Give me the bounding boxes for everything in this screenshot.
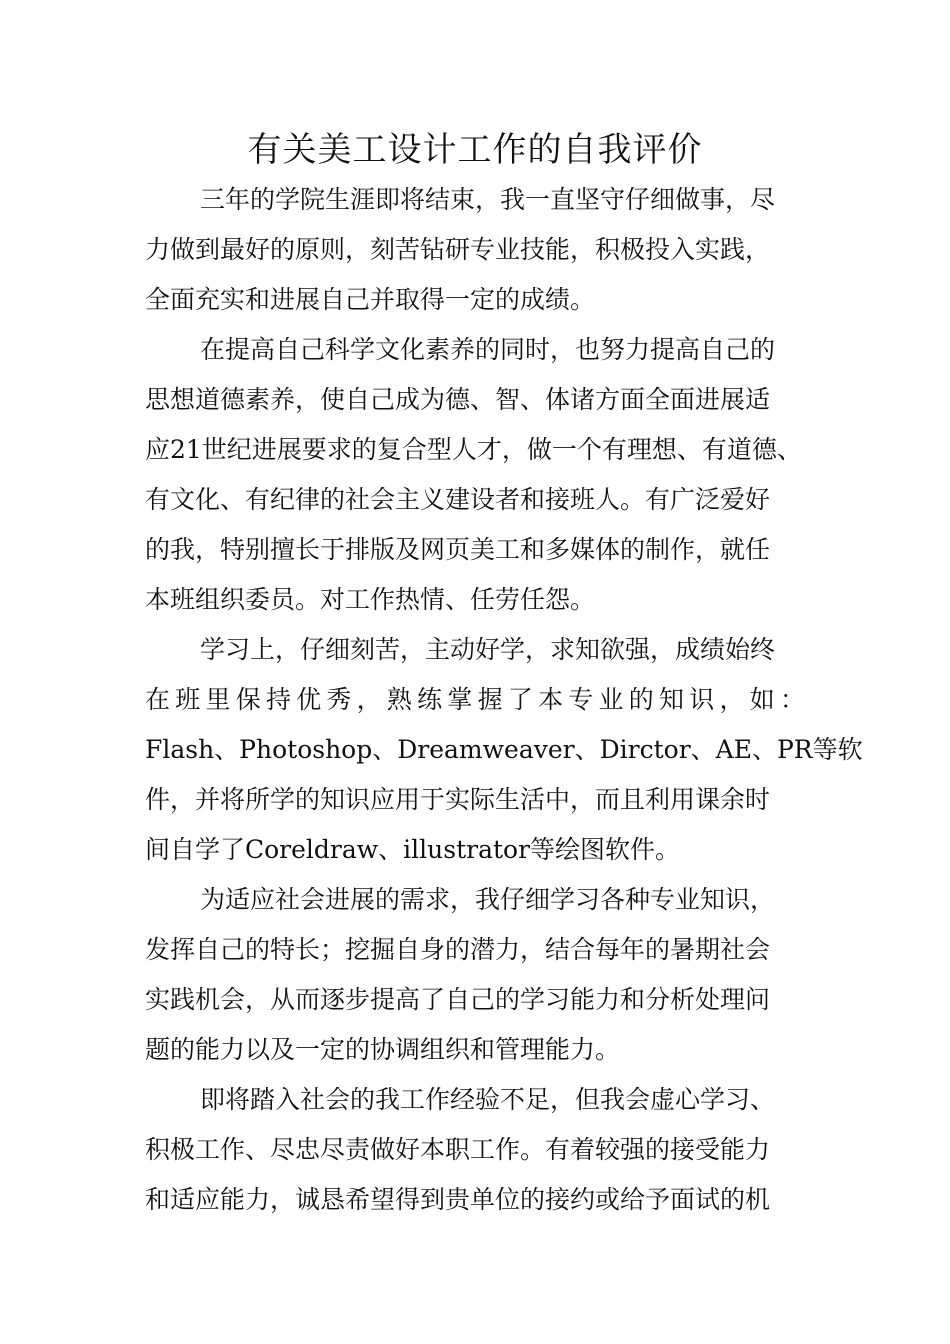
paragraph-2-line-1: 在提高自己科学文化素养的同时，也努力提高自己的 [200,335,776,364]
paragraph-3-line-1: 学习上，仔细刻苦，主动好学，求知欲强，成绩始终 [200,635,776,664]
paragraph-3-line-3: Flash、Photoshop、Dreamweaver、Dirctor、AE、PR等软 [145,735,863,764]
paragraph-2-line-4: 有文化、有纪律的社会主义建设者和接班人。有广泛爱好 [145,485,771,514]
paragraph-3-line-5: 间自学了Coreldraw、illustrator等绘图软件。 [145,835,681,864]
paragraph-3-line-2: 在班里保持优秀，熟练掌握了本专业的知识，如： [145,685,805,714]
paragraph-5-line-3: 和适应能力，诚恳希望得到贵单位的接约或给予面试的机 [145,1185,771,1214]
paragraph-2-line-2: 思想道德素养，使自己成为德、智、体诸方面全面进展适 [145,385,771,414]
paragraph-1-line-3: 全面充实和进展自己并取得一定的成绩。 [145,285,596,314]
paragraph-5-line-2: 积极工作、尽忠尽责做好本职工作。有着较强的接受能力 [145,1135,771,1164]
document-title: 有关美工设计工作的自我评价 [247,130,703,170]
paragraph-5-line-1: 即将踏入社会的我工作经验不足，但我会虚心学习、 [200,1085,776,1114]
paragraph-4-line-3: 实践机会，从而逐步提高了自己的学习能力和分析处理问 [145,985,771,1014]
paragraph-2-line-3: 应21世纪进展要求的复合型人才，做一个有理想、有道德、 [145,435,802,464]
paragraph-4-line-4: 题的能力以及一定的协调组织和管理能力。 [145,1035,621,1064]
paragraph-4-line-1: 为适应社会进展的需求，我仔细学习各种专业知识， [200,885,776,914]
paragraph-2-line-5: 的我，特别擅长于排版及网页美工和多媒体的制作，就任 [145,535,771,564]
paragraph-2-line-6: 本班组织委员。对工作热情、任劳任怨。 [145,585,596,614]
paragraph-4-line-2: 发挥自己的特长；挖掘自身的潜力，结合每年的暑期社会 [145,935,771,964]
paragraph-1-line-1: 三年的学院生涯即将结束，我一直坚守仔细做事，尽 [200,185,776,214]
paragraph-3-line-4: 件，并将所学的知识应用于实际生活中，而且利用课余时 [145,785,771,814]
paragraph-1-line-2: 力做到最好的原则，刻苦钻研专业技能，积极投入实践， [145,235,771,264]
